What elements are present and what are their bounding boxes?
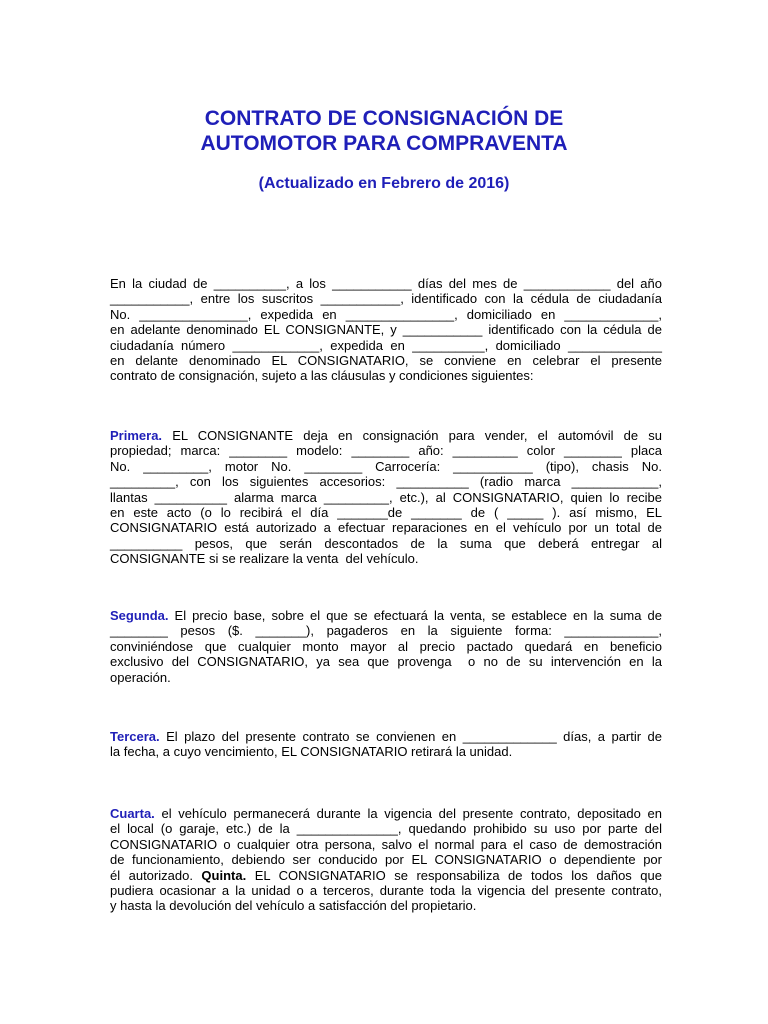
clause-line: CONSIGNANTE si se realizare la venta del vehículo. (110, 551, 419, 567)
clause-line: propiedad; marca: ________ modelo: ________ año: _________ color ________ placa (110, 443, 662, 459)
clause-tercera (110, 729, 662, 760)
clause-line: ________ pesos ($. _______), pagaderos en la siguiente forma: _____________, (110, 623, 662, 639)
clause-line: llantas __________ alarma marca _________, etc.), al CONSIGNATARIO, quien lo recibe (110, 489, 662, 505)
intro-line: En la ciudad de __________, a los ___________ días del mes de ____________ del año (110, 276, 662, 291)
clause-primera (110, 428, 662, 567)
intro-paragraph (110, 276, 662, 384)
intro-line: ciudadanía número ____________, expedida en __________, domiciliado _____________ (110, 337, 662, 353)
clause-text: El plazo del presente contrato se convienen en _____________ días, a partir de (159, 729, 662, 744)
clause-label-primera: Primera. (110, 428, 163, 443)
intro-line: en adelante denominado EL CONSIGNANTE, y ___________ identificado con la cédula de (110, 322, 662, 338)
clause-line: pudiera ocasionar a la unidad o a terceros, durante toda la vigencia del presente contrato, (110, 883, 662, 899)
document-title-line-1: CONTRATO DE CONSIGNACIÓN DE (204, 107, 564, 130)
clause-line: operación. (110, 669, 171, 685)
clause-label-cuarta: Cuarta. (110, 806, 155, 821)
clause-cuarta (110, 806, 662, 914)
clause-quinta-first-line (110, 868, 662, 883)
clause-line: _________, con los siguientes accesorios: __________ (radio marca ____________, (110, 474, 662, 490)
clause-line: No. _________, motor No. ________ Carrocería: ___________ (tipo), chasis No. (110, 458, 662, 474)
clause-label-tercera: Tercera. (110, 729, 160, 744)
clause-line: y hasta la devolución del vehículo a satisfacción del propietario. (110, 898, 477, 914)
clause-text: EL CONSIGNATARIO se responsabiliza de todos los daños que (246, 867, 662, 883)
clause-line: CONSIGNATARIO o cualquier otra persona, salvo el normal para el caso de demostración (110, 836, 662, 852)
clause-text: él autorizado. (110, 867, 202, 883)
intro-line: ___________, entre los suscritos ___________, identificado con la cédula de ciudadanía (110, 291, 662, 307)
clause-first-line (110, 806, 662, 821)
clause-line: la fecha, a cuyo vencimiento, EL CONSIGNATARIO retirará la unidad. (110, 744, 513, 760)
clause-line: CONSIGNATARIO está autorizado a efectuar reparaciones en el vehículo por un total de (110, 520, 662, 536)
clause-first-line (110, 729, 662, 744)
document-title-line-2: AUTOMOTOR PARA COMPRAVENTA (200, 132, 568, 155)
clause-text: EL CONSIGNANTE deja en consignación para vender, el automóvil de su (162, 428, 662, 443)
clause-line: el local (o garaje, etc.) de la ______________, quedando prohibido su uso por parte del (110, 821, 662, 837)
clause-line: conviniéndose que cualquier monto mayor al precio pactado quedará en beneficio (110, 638, 662, 654)
clause-label-segunda: Segunda. (110, 608, 169, 623)
clause-segunda (110, 608, 662, 685)
intro-line: contrato de consignación, sujeto a las cláusulas y condiciones siguientes: (110, 368, 534, 384)
clause-line: de funcionamiento, debiendo ser conducido por EL CONSIGNATARIO o dependiente por (110, 852, 662, 868)
intro-line: No. _______________, expedida en _______________, domiciliado en _____________, (110, 306, 662, 322)
clause-text: el vehículo permanecerá durante la vigencia del presente contrato, depositado en (154, 806, 662, 821)
clause-line: en este acto (o lo recibirá el día _______de _______ de ( _____ ). así mismo, EL (110, 505, 662, 521)
document-subtitle: (Actualizado en Febrero de 2016) (258, 175, 510, 192)
clause-line: __________ pesos, que serán descontados de la suma que deberá entregar al (110, 535, 662, 551)
clause-first-line (110, 608, 662, 623)
clause-text: El precio base, sobre el que se efectuará la venta, se establece en la suma de (168, 608, 662, 623)
intro-line: en delante denominado EL CONSIGNATARIO, se conviene en celebrar el presente (110, 353, 662, 369)
clause-label-quinta: Quinta. (201, 867, 247, 883)
clause-line: exclusivo del CONSIGNATARIO, ya sea que provenga o no de su intervención en la (110, 654, 662, 670)
clause-first-line (110, 428, 662, 443)
